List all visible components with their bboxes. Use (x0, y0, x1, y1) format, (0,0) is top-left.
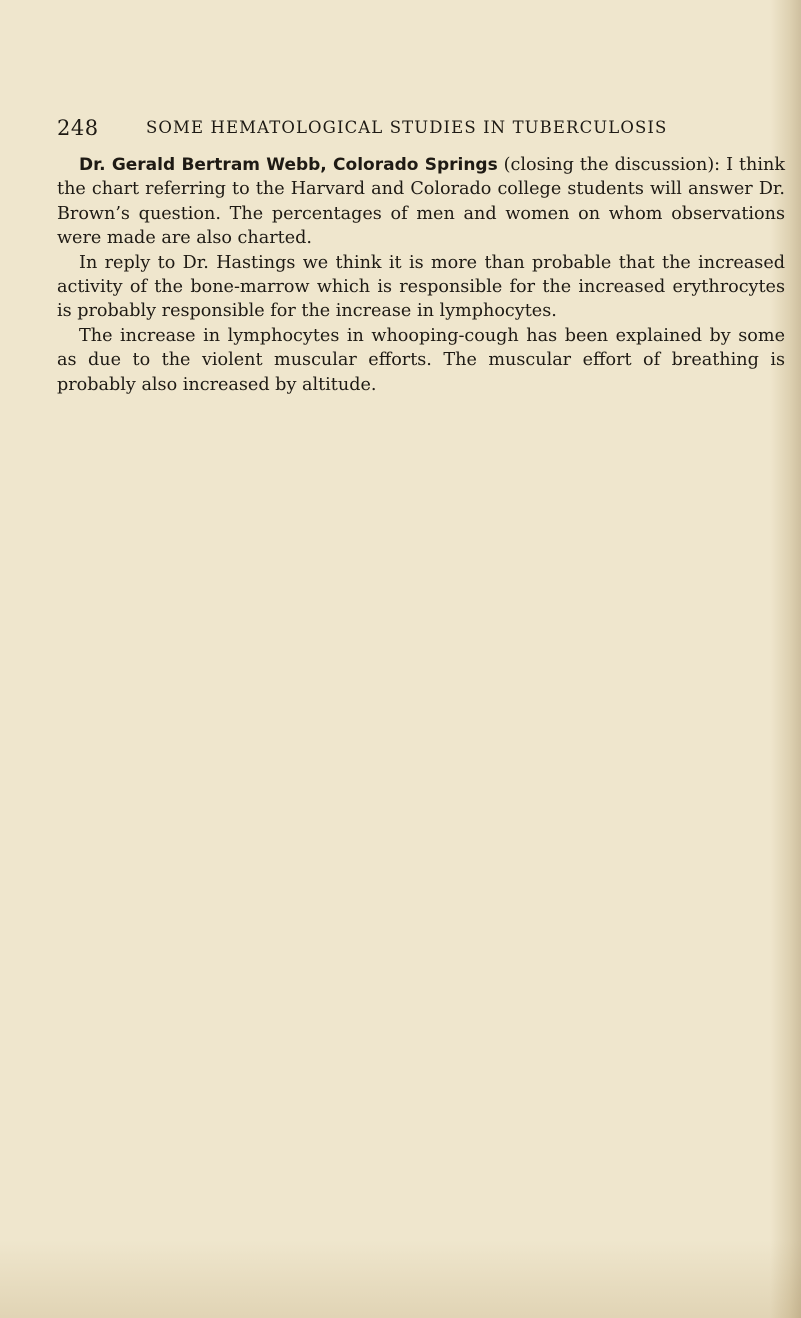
running-head-title: SOME HEMATOLOGICAL STUDIES IN TUBERCULOSIS (146, 118, 668, 137)
paragraph-2: In reply to Dr. Hastings we think it is more than probable that the increased activity of the bone-marrow which is responsible for the increased erythrocytes is probably responsible for the increase in lymphocytes. (57, 252, 785, 322)
running-head (57, 116, 777, 142)
paragraph-1 (57, 153, 785, 251)
speaker-name: Dr. Gerald Bertram Webb, Colorado Springs (79, 155, 498, 175)
page-number: 248 (57, 116, 99, 140)
paragraph-1-text: (closing the discussion): I think the chart referring to the Harvard and Colorado college students will answer Dr. Brown’s question. The percentages of men and women on whom observations were made are also charted. (57, 155, 785, 249)
body-text (57, 153, 785, 397)
paragraph-3: The increase in lymphocytes in whooping-cough has been explained by some as due to the violent muscular efforts. The muscular effort of breathing is probably also increased by altitude. (57, 325, 785, 395)
